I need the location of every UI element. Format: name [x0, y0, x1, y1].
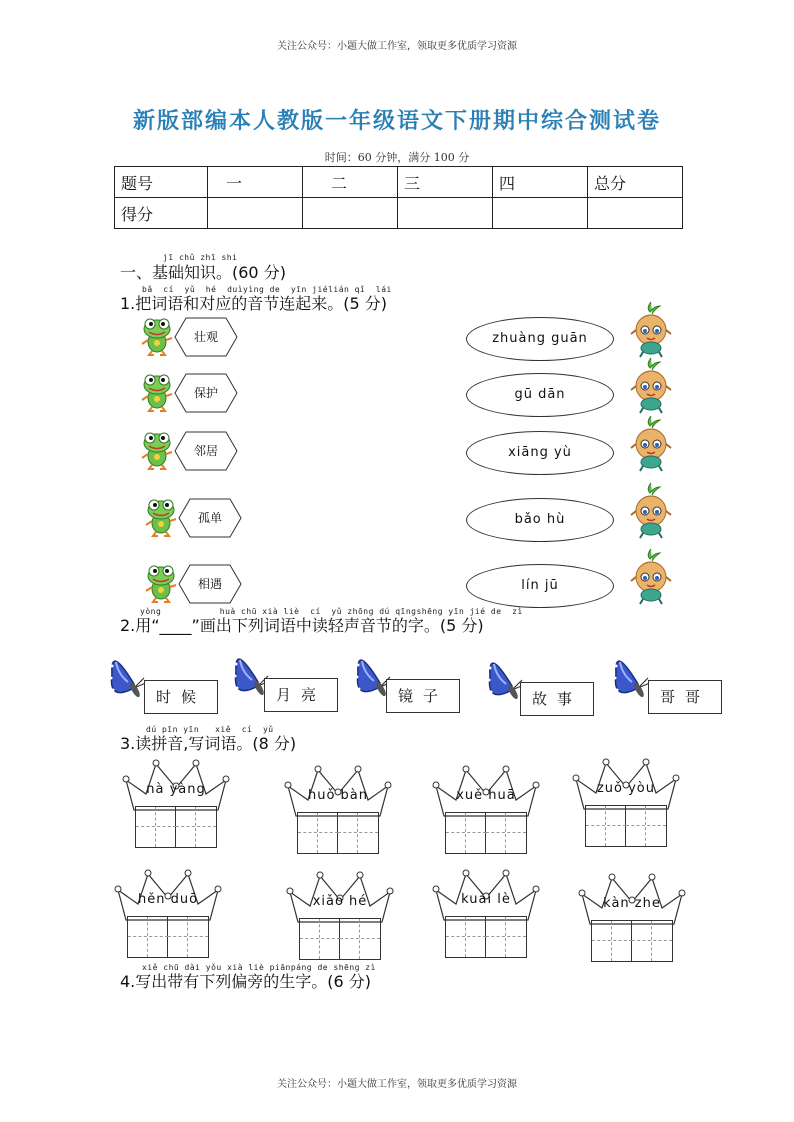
score-input-cell[interactable]: [588, 198, 683, 229]
score-header-cell: 二: [303, 167, 398, 198]
crown-pinyin: hěn duō: [137, 892, 199, 907]
syllable-oval[interactable]: gū dān: [466, 373, 614, 417]
grid-cell[interactable]: [446, 813, 486, 853]
score-table-header-row: [115, 167, 683, 198]
score-header-cell: 三: [398, 167, 493, 198]
grid-cell[interactable]: [592, 921, 632, 961]
word-box[interactable]: 时候: [144, 680, 218, 714]
syllable-oval[interactable]: zhuàng guān: [466, 317, 614, 361]
frog-icon: [140, 316, 174, 360]
score-input-cell[interactable]: [208, 198, 303, 229]
writing-grid[interactable]: [445, 812, 527, 854]
score-header-cell: 四: [493, 167, 588, 198]
frog-icon: [144, 497, 178, 541]
syllable-oval[interactable]: xiāng yù: [466, 431, 614, 475]
word-box[interactable]: 镜子: [386, 679, 460, 713]
word-hexagon[interactable]: [174, 373, 238, 413]
q4-heading: 4.写出带有下列偏旁的生字。(6 分): [120, 972, 372, 991]
grid-cell[interactable]: [340, 919, 380, 959]
grid-cell[interactable]: [300, 919, 340, 959]
score-input-cell[interactable]: [493, 198, 588, 229]
word-box[interactable]: 故事: [520, 682, 594, 716]
grid-cell[interactable]: [128, 917, 168, 957]
word-box[interactable]: 哥哥: [648, 680, 722, 714]
exam-time-note: 时间：60 分钟，满分 100 分: [324, 151, 470, 164]
word-label: 孤单: [197, 511, 222, 525]
word-hexagon[interactable]: [178, 564, 242, 604]
writing-grid[interactable]: [585, 805, 667, 847]
word-hexagon[interactable]: [174, 431, 238, 471]
writing-grid[interactable]: [127, 916, 209, 958]
q1-pinyin: bǎ cí yǔ hé duìyìng de yīn jiélián qǐ lái: [142, 285, 392, 294]
word-hexagon[interactable]: [174, 317, 238, 357]
writing-grid[interactable]: [591, 920, 673, 962]
crown-pinyin: xuě huā: [456, 788, 516, 803]
crown-pinyin: nà yàng: [146, 782, 206, 797]
grid-cell[interactable]: [486, 813, 526, 853]
grid-cell[interactable]: [626, 806, 666, 846]
frog-icon: [140, 372, 174, 416]
word-box[interactable]: 月亮: [264, 678, 338, 712]
q3-heading: 3.读拼音,写词语。(8 分): [120, 734, 297, 753]
score-row-label: 得分: [115, 198, 208, 229]
onion-character-icon: [630, 414, 672, 476]
score-input-cell[interactable]: [398, 198, 493, 229]
score-table: [114, 166, 683, 229]
score-header-cell: 一: [208, 167, 303, 198]
score-header-cell: 总分: [588, 167, 683, 198]
score-input-cell[interactable]: [303, 198, 398, 229]
q2-heading: 2.用“____”画出下列词语中读轻声音节的字。(5 分): [120, 616, 484, 635]
word-label: 相遇: [197, 577, 222, 591]
writing-grid[interactable]: [297, 812, 379, 854]
q1-heading: 1.把词语和对应的音节连起来。(5 分): [120, 294, 388, 313]
q4-pinyin: xiě chū dài yǒu xià liè piānpáng de shēng zì: [142, 963, 376, 972]
grid-cell[interactable]: [298, 813, 338, 853]
onion-character-icon: [630, 481, 672, 543]
crown-pinyin: xiǎo hé: [312, 894, 368, 909]
q2-pinyin: yòng huà chū xià liè cí yǔ zhōng dú qīngshēng yīn jié de zì: [140, 607, 523, 616]
word-hexagon[interactable]: [178, 498, 242, 538]
score-header-cell: 题号: [115, 167, 208, 198]
word-label: 邻居: [193, 444, 218, 458]
grid-cell[interactable]: [168, 917, 208, 957]
page-title: 新版部编本人教版一年级语文下册期中综合测试卷: [132, 108, 661, 134]
writing-grid[interactable]: [299, 918, 381, 960]
q3-pinyin: dú pīn yīn xiě cí yǔ: [146, 725, 274, 734]
header-note: 关注公众号：小题大做工作室，领取更多优质学习资源: [277, 41, 517, 52]
grid-cell[interactable]: [632, 921, 672, 961]
section1-heading: 一、基础知识。(60 分): [120, 263, 286, 282]
syllable-oval[interactable]: bǎo hù: [466, 498, 614, 542]
onion-character-icon: [630, 300, 672, 362]
syllable-oval[interactable]: lín jū: [466, 564, 614, 608]
grid-cell[interactable]: [586, 806, 626, 846]
section1-pinyin: jī chǔ zhī shi: [163, 253, 238, 262]
writing-grid[interactable]: [445, 916, 527, 958]
frog-icon: [140, 430, 174, 474]
footer-note: 关注公众号：小题大做工作室，领取更多优质学习资源: [277, 1079, 517, 1090]
onion-character-icon: [630, 547, 672, 609]
grid-cell[interactable]: [486, 917, 526, 957]
writing-grid[interactable]: [135, 806, 217, 848]
crown-pinyin: kàn zhe: [603, 896, 661, 911]
crown-pinyin: huǒ bàn: [307, 788, 369, 803]
word-label: 保护: [193, 386, 218, 400]
frog-icon: [144, 563, 178, 607]
word-label: 壮观: [193, 330, 218, 344]
onion-character-icon: [630, 356, 672, 418]
grid-cell[interactable]: [176, 807, 216, 847]
crown-pinyin: zuǒ yòu: [596, 781, 656, 796]
grid-cell[interactable]: [446, 917, 486, 957]
grid-cell[interactable]: [338, 813, 378, 853]
crown-pinyin: kuài lè: [461, 892, 511, 907]
score-table-score-row: [115, 198, 683, 229]
grid-cell[interactable]: [136, 807, 176, 847]
